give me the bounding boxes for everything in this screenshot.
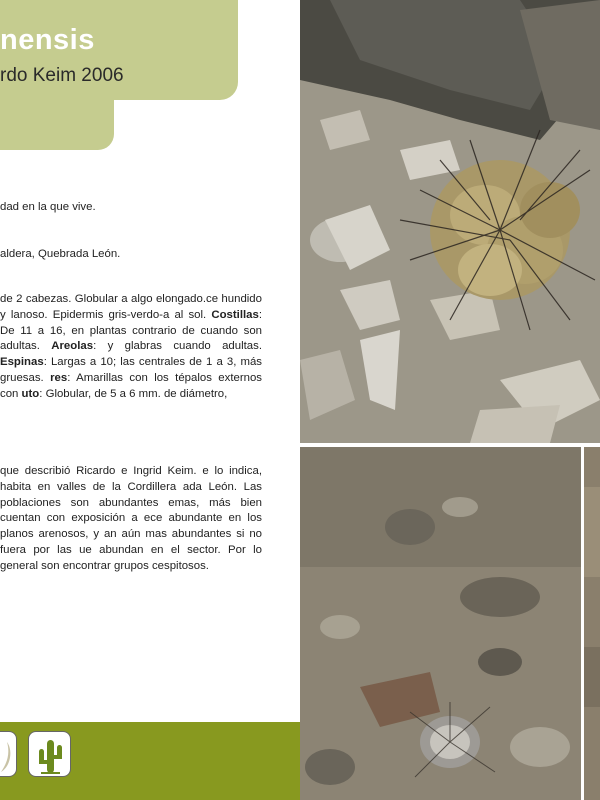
description-term: uto	[21, 387, 40, 400]
description-text: : Largas a 10; las centrales de 1 a 3, más gruesas.	[0, 356, 262, 384]
description-text: : Amarillas con los tépalos externos con	[0, 371, 262, 400]
description-text: a al sol.	[162, 308, 212, 321]
description-text: : Globular, de 5 a 6 mm. de diámetro,	[39, 387, 228, 400]
description-text: ce hundido y lanoso. Epidermis gris-verdo-	[0, 293, 262, 321]
cactus-photo-bottom-right	[584, 447, 600, 800]
description-term: Costillas	[211, 308, 259, 321]
species-author: rdo Keim 2006	[0, 65, 124, 86]
paragraph-1: dad en la que vive.	[0, 201, 96, 213]
description-text: de 2 cabezas. Globular a algo elongado.	[0, 293, 206, 305]
globular-cactus-icon	[0, 731, 17, 777]
header-tab	[0, 100, 114, 150]
description-text: : De 11 a 16, en plantas contrario de cuando son adultas.	[0, 308, 263, 353]
paragraph-2: aldera, Quebrada León.	[0, 248, 121, 260]
description-term: Areolas	[51, 340, 94, 353]
cactus-photo-top	[300, 0, 600, 443]
columnar-cactus-icon	[28, 731, 71, 777]
description-term: res	[50, 371, 68, 384]
description-paragraph	[0, 292, 262, 403]
habitat-paragraph: que describió Ricardo e Ingrid Keim. e lo indica, habita en valles de la Cordillera ada León. Las poblaciones son abundantes emas, más bien cuentan con exposición a ece abundante en los planos arenosos, y an aún mas abundantes si no fuera por las ue abundan en el sector. Por lo general son encontrar grupos cespitosos.	[0, 465, 262, 572]
species-title: nensis	[0, 24, 95, 56]
description-text: : y glabras cuando adultas.	[93, 340, 262, 353]
description-term: Espinas	[0, 356, 44, 369]
cactus-photo-bottom-left	[300, 447, 581, 800]
